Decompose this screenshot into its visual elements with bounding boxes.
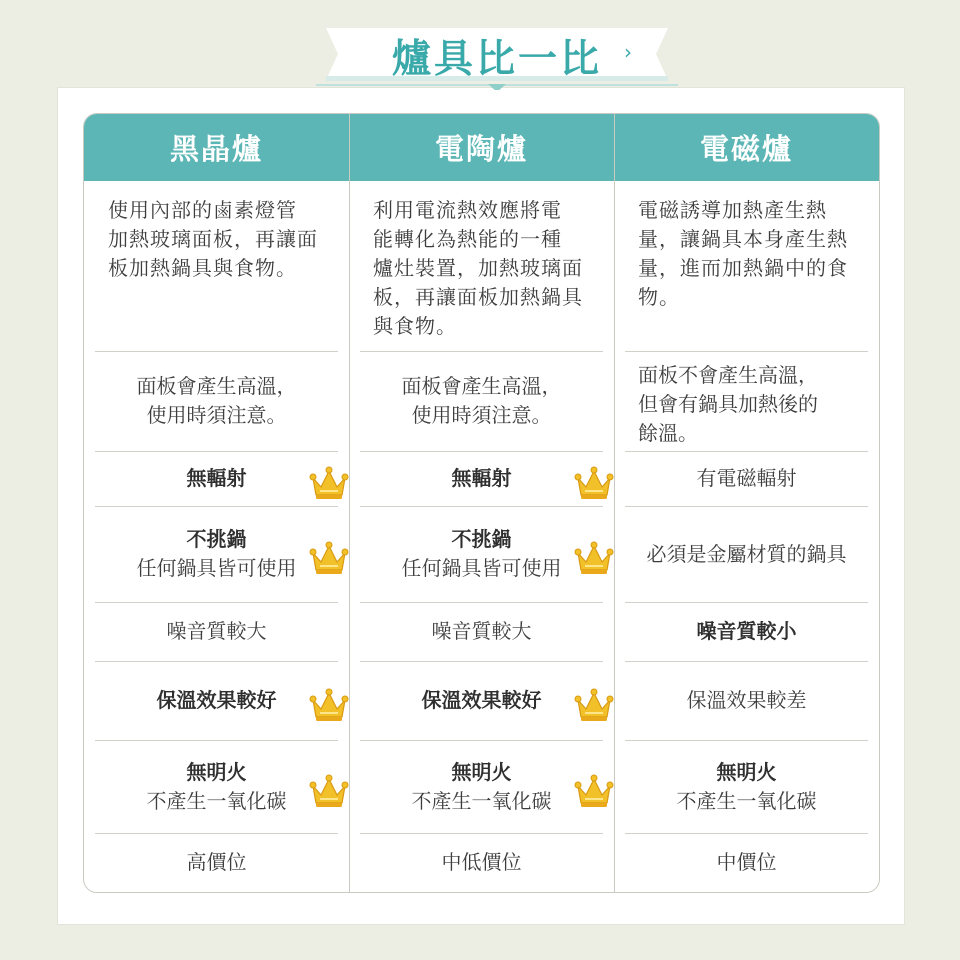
table-cell [614,506,879,602]
cell-text: 噪音質較大 [166,619,267,643]
cell-line: 板加熱鍋具與食物。 [108,256,297,280]
table-cell [84,833,349,892]
cell-highlight: 無明火 [716,759,777,784]
cell-line: 能轉化為熱能的一種 [373,227,562,251]
table-cell [349,833,614,892]
cell-text: 高價位 [186,850,247,874]
cell-line: 使用內部的鹵素燈管 [108,198,297,222]
column-header: 電陶爐 [349,114,614,181]
table-cell [614,661,879,740]
cell-highlight: 保溫效果較好 [156,688,277,712]
cell-line: 加熱玻璃面板，再讓面 [108,227,318,251]
cell-text: 中低價位 [441,850,522,874]
cell-highlight: 無輻射 [451,466,512,490]
cell-text: 有電磁輻射 [696,466,797,490]
table-cell [349,602,614,661]
cell-line: 餘溫。 [638,421,698,445]
table-cell [349,351,614,451]
page-title: 爐具比一比 [391,37,602,82]
cell-line: 物。 [638,285,680,309]
chevron-right-icon: › [624,40,632,64]
cell-line: 電磁誘導加熱產生熱 [638,198,827,222]
cell-line: 面板會產生高溫， [136,374,297,398]
cell-text: 必須是金屬材質的鍋具 [646,541,847,566]
cell-text: 不產生一氧化碳 [146,788,287,813]
table-cell [638,196,873,351]
table-cell [349,506,614,602]
table-cell [614,740,879,833]
cell-line: 量，讓鍋具本身產生熱 [638,227,848,251]
table-cell [614,451,879,506]
table-cell [84,602,349,661]
cell-line: 使用時須注意。 [146,403,287,427]
table-cell [349,451,614,506]
table-cell [84,740,349,833]
table-cell [614,833,879,892]
table-cell [349,740,614,833]
cell-highlight: 無輻射 [186,466,247,490]
table-cell [84,451,349,506]
column-header: 黑晶爐 [84,114,349,181]
table-cell [84,351,349,451]
cell-text: 中價位 [716,850,777,874]
cell-line: 面板不會產生高溫， [638,363,818,387]
cell-text: 不產生一氧化碳 [411,788,552,813]
table-cell [349,661,614,740]
cell-highlight: 噪音質較小 [696,619,797,643]
row-divider [625,351,868,352]
table-cell [638,361,873,461]
cell-highlight: 不挑鍋 [451,527,512,551]
cell-text: 任何鍋具皆可使用 [401,556,562,580]
cell-line: 量，進而加熱鍋中的食 [638,256,848,280]
cell-line: 但會有鍋具加熱後的 [638,392,818,416]
table-cell [84,661,349,740]
table-cell [84,506,349,602]
table-cell [373,196,608,351]
cell-text: 不產生一氧化碳 [676,788,817,813]
cell-text: 任何鍋具皆可使用 [136,556,297,580]
cell-highlight: 不挑鍋 [186,527,247,551]
cell-line: 使用時須注意。 [411,403,552,427]
comparison-table [83,113,880,893]
table-cell [108,196,343,351]
column-header: 電磁爐 [614,114,879,181]
cell-highlight: 無明火 [186,759,247,784]
cell-line: 面板會產生高溫， [401,374,562,398]
cell-line: 爐灶裝置，加熱玻璃面 [373,256,583,280]
cell-text: 噪音質較大 [431,619,532,643]
cell-line: 板，再讓面板加熱鍋具 [373,285,583,309]
cell-highlight: 無明火 [451,759,512,784]
table-cell [614,602,879,661]
cell-line: 利用電流熱效應將電 [373,198,562,222]
cell-highlight: 保溫效果較好 [421,688,542,712]
cell-text: 保溫效果較差 [686,688,807,712]
cell-line: 與食物。 [373,314,457,338]
